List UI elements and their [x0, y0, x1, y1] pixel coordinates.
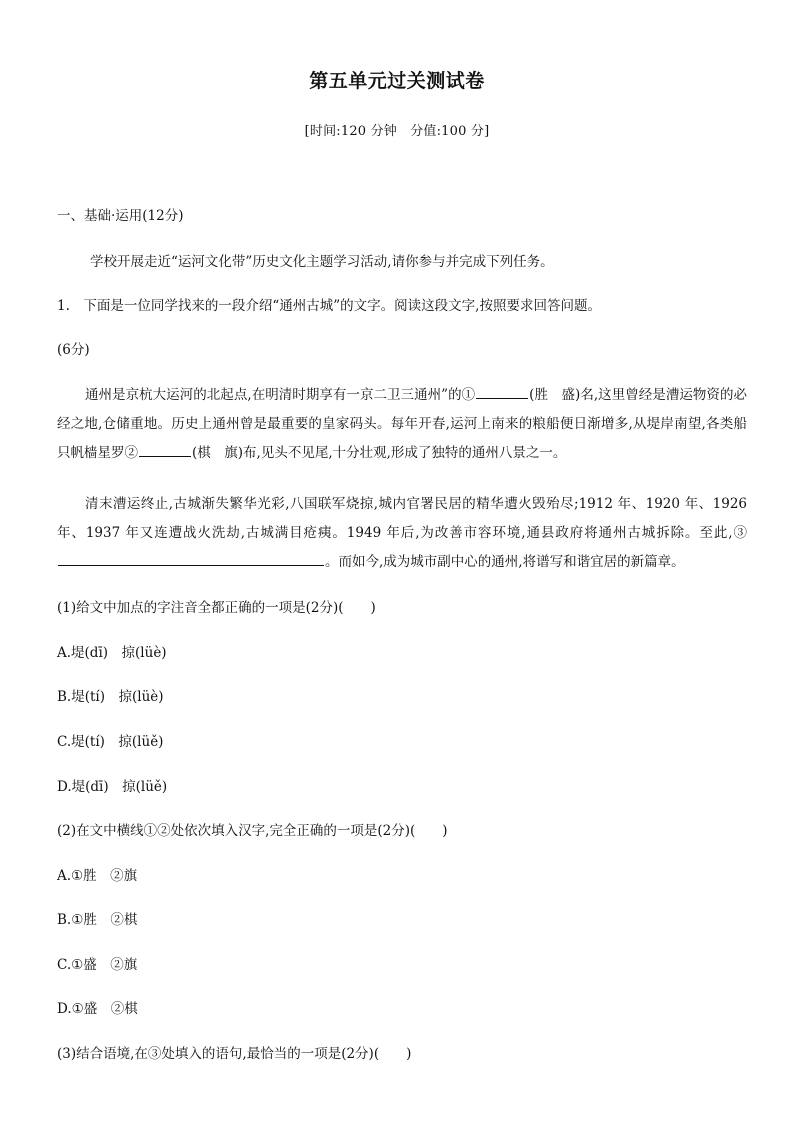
section-intro: 学校开展走近“运河文化带”历史文化主题学习活动,请你参与并完成下列任务。	[90, 254, 554, 270]
sub-question-2: (2)在文中横线①②处依次填入汉字,完全正确的一项是(2分)( )	[57, 823, 448, 839]
option-1c[interactable]: C.堤(tí) 掠(lüě)	[57, 734, 164, 750]
passage-paragraph-1	[57, 381, 747, 468]
question-1-stem: 1. 下面是一位同学找来的一段介绍“通州古城”的文字。阅读这段文字,按照要求回答问题。	[57, 298, 601, 314]
answer-blank-3[interactable]	[58, 551, 324, 566]
option-2a[interactable]: A.①胜 ②旗	[57, 868, 138, 884]
passage-text: (棋 旗)布,见头不见尾,十分壮观,形成了独特的通州八景之一。	[192, 445, 567, 461]
page-title: 第五单元过关测试卷	[309, 70, 485, 92]
passage-paragraph-2	[57, 490, 747, 577]
option-1b[interactable]: B.堤(tí) 掠(lüè)	[57, 689, 164, 705]
section-heading: 一、基础·运用(12分)	[57, 208, 184, 224]
option-1d[interactable]: D.堤(dī) 掠(lüě)	[57, 779, 168, 795]
option-2b[interactable]: B.①胜 ②棋	[57, 912, 138, 928]
question-1-points: (6分)	[57, 342, 90, 358]
option-1a[interactable]: A.堤(dī) 掠(lüè)	[57, 645, 167, 661]
option-2d[interactable]: D.①盛 ②棋	[57, 1001, 138, 1017]
passage-text: 通州是京杭大运河的北起点,在明清时期享有一京二卫三通州”的①	[85, 387, 476, 403]
sub-question-1: (1)给文中加点的字注音全都正确的一项是(2分)( )	[57, 600, 376, 616]
answer-blank-1[interactable]	[476, 384, 528, 399]
option-2c[interactable]: C.①盛 ②旗	[57, 957, 138, 973]
exam-meta: [时间:120 分钟 分值:100 分]	[304, 124, 490, 139]
passage-text: 。而如今,成为城市副中心的通州,将谱写和谐宜居的新篇章。	[325, 554, 685, 570]
passage-text: (胜 盛)名,这里曾经是漕运物资的必经之地,仓储重地。历史上通州曾是最重要的皇家码头。每年开春,运河上南来的粮船便日渐增多,从堤岸南望,各类船只帆樯星罗②	[57, 387, 747, 461]
answer-blank-2[interactable]	[139, 442, 191, 457]
passage-text: 清末漕运终止,古城渐失繁华光彩,八国联军烧掠,城内官署民居的精华遭火毁殆尽;1912 年、1920 年、1926 年、1937 年又连遭战火洗劫,古城满目疮痍。1949 年后,为改善市容环境,通县政府将通州古城拆除。至此,③	[57, 496, 747, 541]
sub-question-3: (3)结合语境,在③处填入的语句,最恰当的一项是(2分)( )	[57, 1046, 412, 1062]
